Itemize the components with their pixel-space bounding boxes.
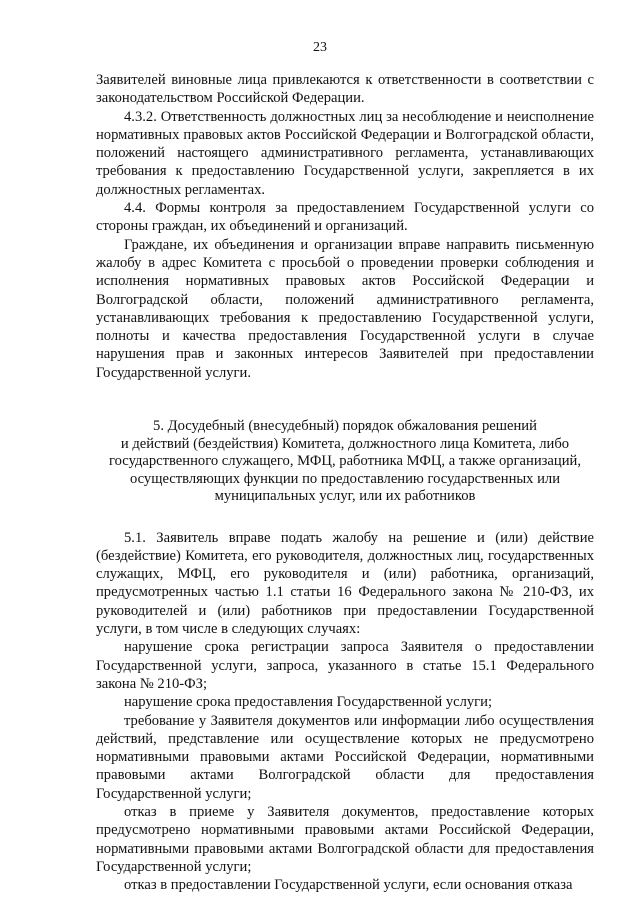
list-item: отказ в предоставлении Государственной услуги, если основания отказа [124, 877, 573, 894]
section-heading-line: муниципальных услуг, или их работников [214, 488, 476, 505]
list-item: нарушение срока регистрации запроса Заявителя о предоставлении Государственной услуги, запроса, указанного в статье 15.1 Федерального закона № 210-ФЗ; [96, 639, 594, 692]
section-heading [96, 418, 594, 506]
paragraph: 5.1. Заявитель вправе подать жалобу на решение и (или) действие (бездействие) Комитета, его руководителя, должностных лиц, государственных служащих, МФЦ, его руководителя и (или) работника, организаций, предусмотренных частью 1.1 статьи 16 Федерального закона № 210-ФЗ, их руководителей и (или) работников при предоставлении Государственной услуги, в том числе в следующих случаях: [96, 529, 594, 638]
paragraph: Граждане, их объединения и организации вправе направить письменную жалобу в адрес Комитета с просьбой о проведении проверки соблюдения и исполнения нормативных правовых актов Российской Федерации и Волгоградской области, положений административного регламента, устанавливающих требования к предоставлению Государственной услуги, полноты и качества предоставления Государственной услуги в случае нарушения прав и законных интересов Заявителей при предоставлении Государственной услуги. [96, 236, 594, 381]
list-item: отказ в приеме у Заявителя документов, предоставление которых предусмотрено нормативными правовыми актами Российской Федерации, нормативными правовыми актами Волгоградской области для предоставления Государственной услуги; [96, 804, 594, 875]
paragraph: Заявителей виновные лица привлекаются к ответственности в соответствии с законодательством Российской Федерации. [96, 72, 594, 107]
paragraph: 4.3.2. Ответственность должностных лиц за несоблюдение и неисполнение нормативных правовых актов Российской Федерации и Волгоградской области, положений настоящего административного регламента, устанавливающих требования к предоставлению Государственной услуги, закрепляется в их должностных регламентах. [96, 108, 594, 198]
page-number: 23 [313, 40, 327, 55]
paragraph: 4.4. Формы контроля за предоставлением Государственной услуги со стороны граждан, их объединений и организаций. [96, 200, 594, 235]
section-heading-line: осуществляющих функции по предоставлению государственных или [129, 470, 561, 487]
section-heading-line: государственного служащего, МФЦ, работника МФЦ, а также организаций, [109, 453, 581, 470]
section-heading-line: и действий (бездействия) Комитета, должностного лица Комитета, либо [120, 435, 570, 452]
section-heading-line: 5. Досудебный (внесудебный) порядок обжалования решений [153, 418, 537, 435]
document-body [96, 71, 594, 894]
list-item: требование у Заявителя документов или информации либо осуществления действий, представление или осуществление которых не предусмотрено нормативными правовыми актами Российской Федерации, нормативными правовыми актами Волгоградской области для предоставления Государственной услуги; [96, 712, 594, 802]
list-item: нарушение срока предоставления Государственной услуги; [124, 694, 493, 711]
